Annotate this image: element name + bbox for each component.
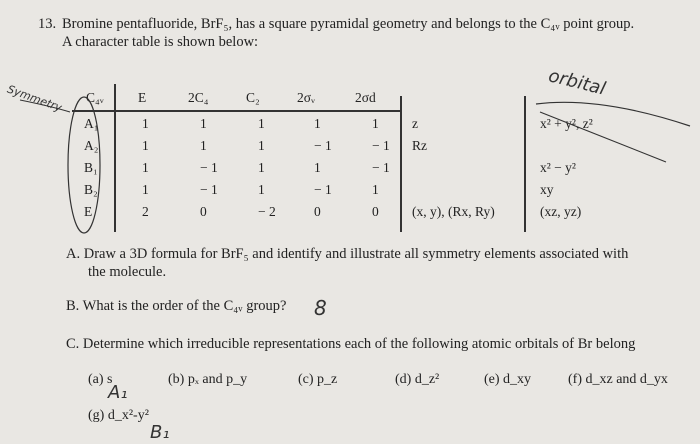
quadratic-function: xy — [540, 182, 554, 197]
irrep-label: E — [84, 204, 93, 219]
character-value: 0 — [372, 204, 379, 219]
orbital-d: (d) d_z² — [395, 372, 440, 387]
character-value: − 2 — [258, 204, 276, 219]
character-value: 1 — [200, 138, 207, 153]
character-value: − 1 — [372, 138, 390, 153]
irrep-circle — [68, 97, 100, 233]
linear-function: z — [412, 116, 418, 131]
character-value: − 1 — [314, 182, 332, 197]
strike-line — [540, 112, 666, 162]
character-value: 1 — [372, 116, 379, 131]
character-value: − 1 — [372, 160, 390, 175]
orbital-f: (f) d_xz and d_yx — [568, 372, 668, 387]
part-A: A. Draw a 3D formula for BrF₅ and identify and illustrate all symmetry elements associated with — [66, 246, 629, 262]
character-value: 0 — [200, 204, 207, 219]
class-E: E — [138, 90, 147, 105]
question-subtext: A character table is shown below: — [62, 34, 259, 50]
orbital-underline — [536, 102, 690, 126]
character-value: 1 — [258, 182, 265, 197]
quadratic-function: x² − y² — [540, 160, 576, 175]
character-value: 1 — [258, 116, 265, 131]
character-value: 2 — [142, 204, 149, 219]
linear-function: Rz — [412, 138, 427, 153]
quadratic-function: x² + y², z² — [540, 116, 593, 131]
irrep-label: A₁ — [84, 116, 99, 131]
character-value: 1 — [258, 160, 265, 175]
question-number: 13. — [38, 16, 57, 32]
character-value: 1 — [142, 138, 149, 153]
orbital-e: (e) d_xy — [484, 372, 532, 387]
irrep-label: A₂ — [84, 138, 99, 153]
character-value: − 1 — [200, 160, 218, 175]
orbital-b: (b) pₓ and p_y — [168, 372, 248, 387]
part-B: B. What is the order of the C₄ᵥ group? — [66, 298, 287, 314]
character-value: − 1 — [200, 182, 218, 197]
character-value: − 1 — [314, 138, 332, 153]
character-value: 1 — [200, 116, 207, 131]
class-2sigma-d: 2σd — [355, 90, 376, 105]
part-C: C. Determine which irreducible representations each of the following atomic orbitals of Br belong — [66, 336, 636, 352]
class-2sigma-v: 2σᵥ — [297, 90, 315, 105]
handwritten-orbital: orbital — [546, 65, 608, 100]
character-value: 1 — [142, 182, 149, 197]
quadratic-function: (xz, yz) — [540, 204, 582, 219]
orbital-c: (c) p_z — [298, 372, 338, 387]
handwritten-g-answer: B₁ — [150, 422, 170, 443]
class-C2: C₂ — [246, 90, 260, 105]
orbital-g: (g) d_x²-y² — [88, 408, 149, 423]
handwritten-symmetry: Symmetry — [5, 82, 64, 115]
irrep-label: B₁ — [84, 160, 98, 175]
character-value: 1 — [314, 116, 321, 131]
character-value: 1 — [142, 160, 149, 175]
irrep-label: B₂ — [84, 182, 98, 197]
point-group-label: C₄ᵥ — [86, 90, 104, 105]
character-value: 1 — [258, 138, 265, 153]
handwritten-s-answer: A₁ — [108, 382, 128, 403]
handwritten-order-answer: 8 — [314, 296, 327, 320]
character-value: 1 — [372, 182, 379, 197]
orbital-a: (a) s — [88, 372, 113, 387]
question-text: Bromine pentafluoride, BrF₅, has a square pyramidal geometry and belongs to the C₄ᵥ point group. — [62, 16, 635, 32]
character-value: 1 — [314, 160, 321, 175]
linear-function: (x, y), (Rx, Ry) — [412, 204, 495, 219]
part-A-cont: the molecule. — [88, 264, 167, 280]
character-value: 0 — [314, 204, 321, 219]
character-value: 1 — [142, 116, 149, 131]
class-2C4: 2C₄ — [188, 90, 209, 105]
